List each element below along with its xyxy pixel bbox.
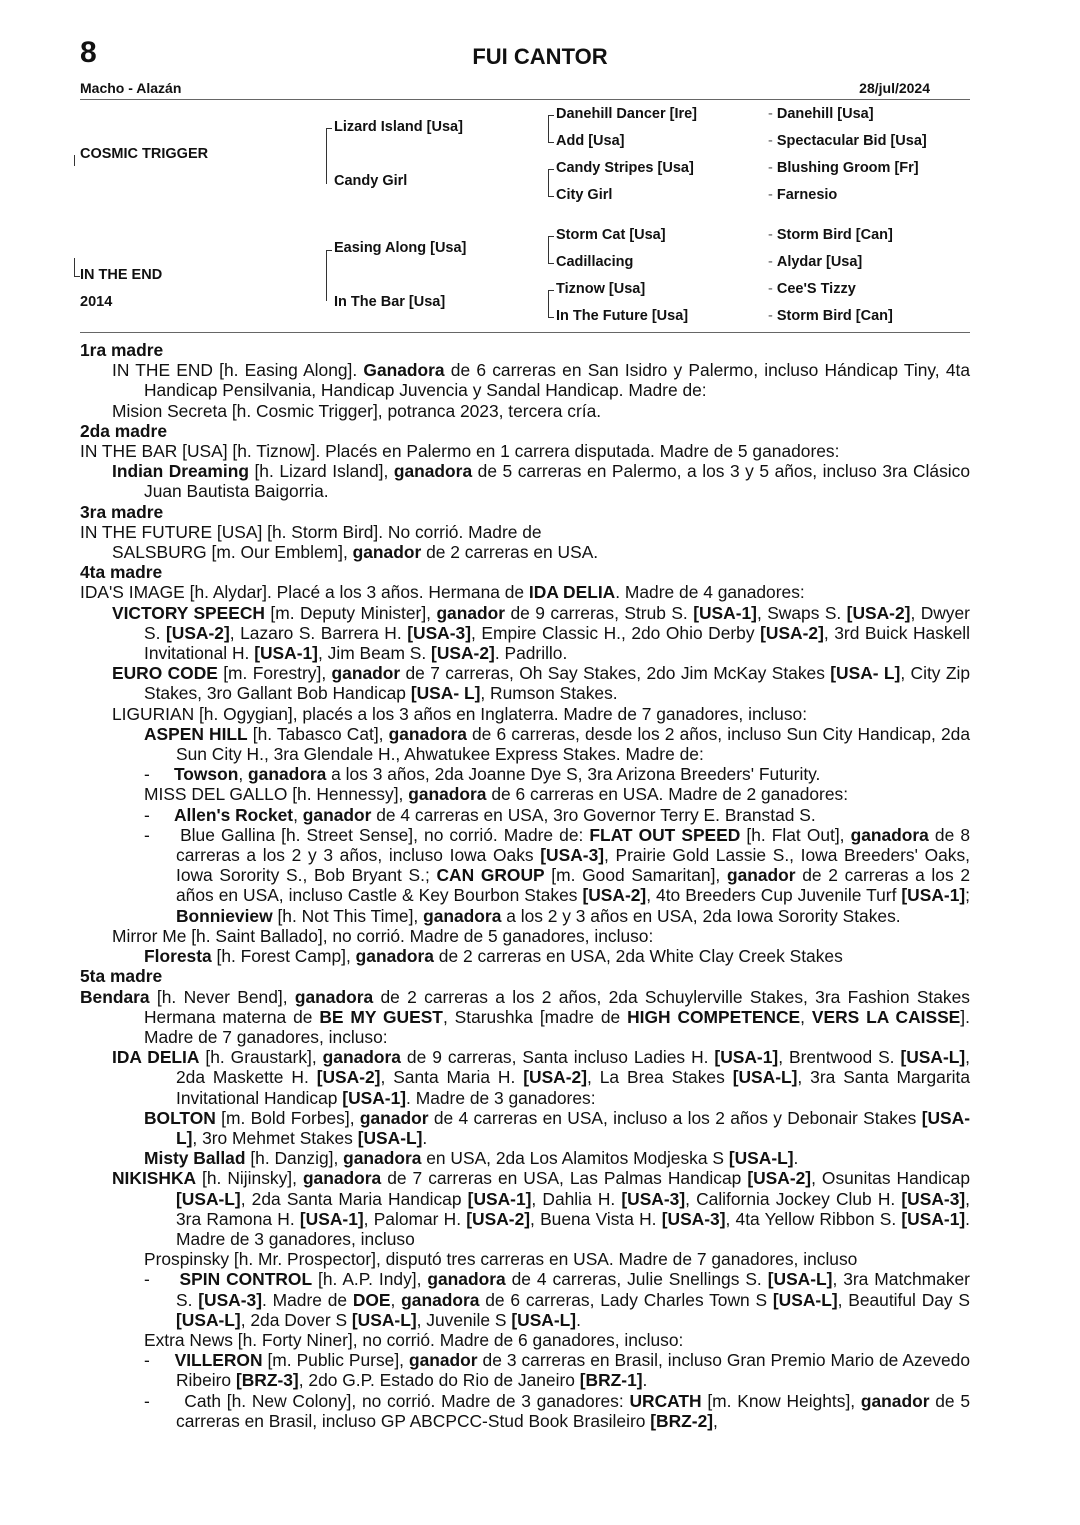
- gen4-1: - Danehill [Usa]: [768, 106, 874, 122]
- catalog-date: 28/jul/2024: [859, 80, 930, 96]
- bracket-g3-3: [548, 236, 554, 264]
- paragraph: MISS DEL GALLO [h. Hennessy], ganadora de 6 carreras en USA. Madre de 2 ganadores:: [144, 784, 849, 805]
- paragraph: SALSBURG [m. Our Emblem], ganador de 2 carreras en USA.: [112, 542, 599, 563]
- paragraph: Indian Dreaming [h. Lizard Island], ganadora de 5 carreras en Palermo, a los 3 y 5 años, incluso 3ra Clásico Juan Bautista Baigorria.: [112, 461, 970, 502]
- bracket-g2-1: [326, 128, 332, 179]
- dam-name: IN THE END: [80, 267, 163, 283]
- horse-name: FUI CANTOR: [472, 44, 608, 69]
- bracket-g2-2: [326, 250, 332, 301]
- paragraph: LIGURIAN [h. Ogygian], placés a los 3 años en Inglaterra. Madre de 7 ganadores, incluso:: [112, 703, 808, 724]
- foal-year: 2014: [80, 294, 113, 310]
- paragraph: IN THE BAR [USA] [h. Tiznow]. Placés en Palermo en 1 carrera disputada. Madre de 5 ganadores:: [80, 441, 840, 462]
- sire-name: COSMIC TRIGGER: [80, 146, 209, 162]
- pedigree-divider: [80, 332, 970, 333]
- gen2-2: Candy Girl: [334, 173, 408, 189]
- paragraph: Floresta [h. Forest Camp], ganadora de 2 carreras en USA, 2da White Clay Creek Stakes: [144, 946, 843, 967]
- bracket-g3-1: [548, 115, 554, 143]
- gen4-6: - Alydar [Usa]: [768, 254, 863, 270]
- paragraph: - Allen's Rocket, ganador de 4 carreras en USA, 3ro Governor Terry E. Branstad S.: [144, 804, 816, 825]
- gen2-4: In The Bar [Usa]: [334, 294, 446, 310]
- bracket-sire: [74, 155, 75, 166]
- paragraph: - Cath [h. New Colony], no corrió. Madre de 3 ganadores: URCATH [m. Know Heights], ganador de 5 carreras en Brasil, incluso GP ABCPCC-Stud Book Brasileiro [BRZ-2],: [144, 1390, 970, 1431]
- section-4ta-madre: 4ta madre: [80, 562, 163, 583]
- paragraph: - VILLERON [m. Public Purse], ganador de 3 carreras en Brasil, incluso Gran Premio Mario de Azevedo Ribeiro [BRZ-3], 2do G.P. Estado do Rio de Janeiro [BRZ-1].: [144, 1350, 971, 1391]
- paragraph: Bendara [h. Never Bend], ganadora de 2 carreras a los 2 años, 2da Schuylerville Stakes, 3ra Fashion Stakes Hermana materna de BE MY GUEST, Starushka [madre de HIGH COMPETENCE, VERS LA CAISSE]. Madre de 7 ganadores, incluso:: [80, 986, 970, 1047]
- gen3-2: Add [Usa]: [556, 133, 625, 149]
- gen3-7: Tiznow [Usa]: [556, 281, 646, 297]
- gen4-2: - Spectacular Bid [Usa]: [768, 133, 927, 149]
- paragraph: NIKISHKA [h. Nijinsky], ganadora de 7 carreras en USA, Las Palmas Handicap [USA-2], Osunitas Handicap [USA-L], 2da Santa Maria Handicap [USA-1], Dahlia H. [USA-3], California Jockey Club H. [USA-3], 3ra Ramona H. [USA-1], Palomar H. [USA-2], Buena Vista H. [USA-3], 4ta Yellow Ribbon S. [USA-1]. Madre de 3 ganadores, incluso: [112, 1168, 971, 1249]
- gen3-1: Danehill Dancer [Ire]: [556, 106, 698, 122]
- gen3-6: Cadillacing: [556, 254, 634, 270]
- gen4-7: - Cee'S Tizzy: [768, 281, 856, 297]
- paragraph: IN THE END [h. Easing Along]. Ganadora de 6 carreras en San Isidro y Palermo, incluso Hándicap Tiny, 4ta Handicap Pensilvania, Handicap Juvencia y Sandal Handicap. Madre de:: [112, 360, 971, 401]
- sex-color: Macho - Alazán: [80, 80, 182, 96]
- gen2-3: Easing Along [Usa]: [334, 240, 467, 256]
- gen3-5: Storm Cat [Usa]: [556, 227, 666, 243]
- section-5ta-madre: 5ta madre: [80, 966, 163, 987]
- paragraph: EURO CODE [m. Forestry], ganador de 7 carreras, Oh Say Stakes, 2do Jim McKay Stakes [USA- L], City Zip Stakes, 3ro Gallant Bob Handicap [USA- L], Rumson Stakes.: [112, 663, 970, 704]
- bracket-g3-4: [548, 290, 554, 318]
- gen4-5: - Storm Bird [Can]: [768, 227, 893, 243]
- family-text: [80, 340, 970, 1431]
- gen3-3: Candy Stripes [Usa]: [556, 160, 694, 176]
- paragraph: - SPIN CONTROL [h. A.P. Indy], ganadora de 4 carreras, Julie Snellings S. [USA-L], 3ra Matchmaker S. [USA-3]. Madre de DOE, ganadora de 6 carreras, Lady Charles Town S [USA-L], Beautiful Day S [USA-L], 2da Dover S [USA-L], Juvenile S [USA-L].: [144, 1269, 971, 1330]
- paragraph: IDA'S IMAGE [h. Alydar]. Placé a los 3 años. Hermana de IDA DELIA. Madre de 4 ganadores:: [80, 582, 805, 603]
- gen3-4: City Girl: [556, 187, 613, 203]
- bracket-g2-1b: [326, 178, 327, 184]
- gen4-8: - Storm Bird [Can]: [768, 308, 893, 324]
- section-2da-madre: 2da madre: [80, 420, 167, 441]
- paragraph: Mirror Me [h. Saint Ballado], no corrió. Madre de 5 ganadores, incluso:: [112, 925, 654, 946]
- paragraph: Misty Ballad [h. Danzig], ganadora en USA, 2da Los Alamitos Modjeska S [USA-L].: [144, 1148, 799, 1169]
- gen3-8: In The Future [Usa]: [556, 308, 689, 324]
- gen2-1: Lizard Island [Usa]: [334, 119, 463, 135]
- paragraph: IDA DELIA [h. Graustark], ganadora de 9 carreras, Santa incluso Ladies H. [USA-1], Brentwood S. [USA-L], 2da Maskette H. [USA-2], Santa Maria H. [USA-2], La Brea Stakes [USA-L], 3ra Santa Margarita Invitational Handicap [USA-1]. Madre de 3 ganadores:: [112, 1047, 971, 1108]
- paragraph: Prospinsky [h. Mr. Prospector], disputó tres carreras en USA. Madre de 7 ganadores, incluso: [144, 1249, 858, 1270]
- gen4-3: - Blushing Groom [Fr]: [768, 160, 919, 176]
- paragraph: Mision Secreta [h. Cosmic Trigger], potranca 2023, tercera cría.: [112, 400, 602, 421]
- paragraph: - Blue Gallina [h. Street Sense], no corrió. Madre de: FLAT OUT SPEED [h. Flat Out], ganadora de 8 carreras a los 2 y 3 años, incluso Iowa Oaks [USA-3], Prairie Gold Lassie S., Iowa Breeders' Oaks, Iowa Sorority S., Bob Bryant S.; CAN GROUP [m. Good Samaritan], ganador de 2 carreras a los 2 años en USA, incluso Castle & Key Bourbon Stakes [USA-2], 4to Breeders Cup Juvenile Turf [USA-1]; Bonnieview [h. Not This Time], ganadora a los 2 y 3 años en USA, 2da Iowa Sorority Stakes.: [144, 824, 971, 926]
- paragraph: Extra News [h. Forty Niner], no corrió. Madre de 6 ganadores, incluso:: [144, 1329, 684, 1350]
- paragraph: BOLTON [m. Bold Forbes], ganador de 4 carreras en USA, incluso a los 2 años y Debonair Stakes [USA-L], 3ro Mehmet Stakes [USA-L].: [144, 1107, 970, 1148]
- section-3ra-madre: 3ra madre: [80, 501, 164, 522]
- bracket-g3-2: [548, 169, 554, 197]
- section-1ra-madre: 1ra madre: [80, 340, 164, 360]
- paragraph: VICTORY SPEECH [m. Deputy Minister], ganador de 9 carreras, Strub S. [USA-1], Swaps S. [USA-2], Dwyer S. [USA-2], Lazaro S. Barrera H. [USA-3], Empire Classic H., 2do Ohio Derby [USA-2], 3rd Buick Haskell Invitational H. [USA-1], Jim Beam S. [USA-2]. Padrillo.: [112, 602, 970, 664]
- paragraph: ASPEN HILL [h. Tabasco Cat], ganadora de 6 carreras, desde los 2 años, incluso Sun City Handicap, 2da Sun City H., 3ra Glendale H., Ahwatukee Express Stakes. Madre de:: [144, 723, 970, 765]
- lot-number: 8: [80, 36, 97, 69]
- gen4-4: - Farnesio: [768, 187, 838, 203]
- paragraph: - Towson, ganadora a los 3 años, 2da Joanne Dye S, 3ra Arizona Breeders' Futurity.: [144, 764, 821, 785]
- top-divider: [80, 99, 970, 100]
- paragraph: IN THE FUTURE [USA] [h. Storm Bird]. No corrió. Madre de: [80, 521, 542, 542]
